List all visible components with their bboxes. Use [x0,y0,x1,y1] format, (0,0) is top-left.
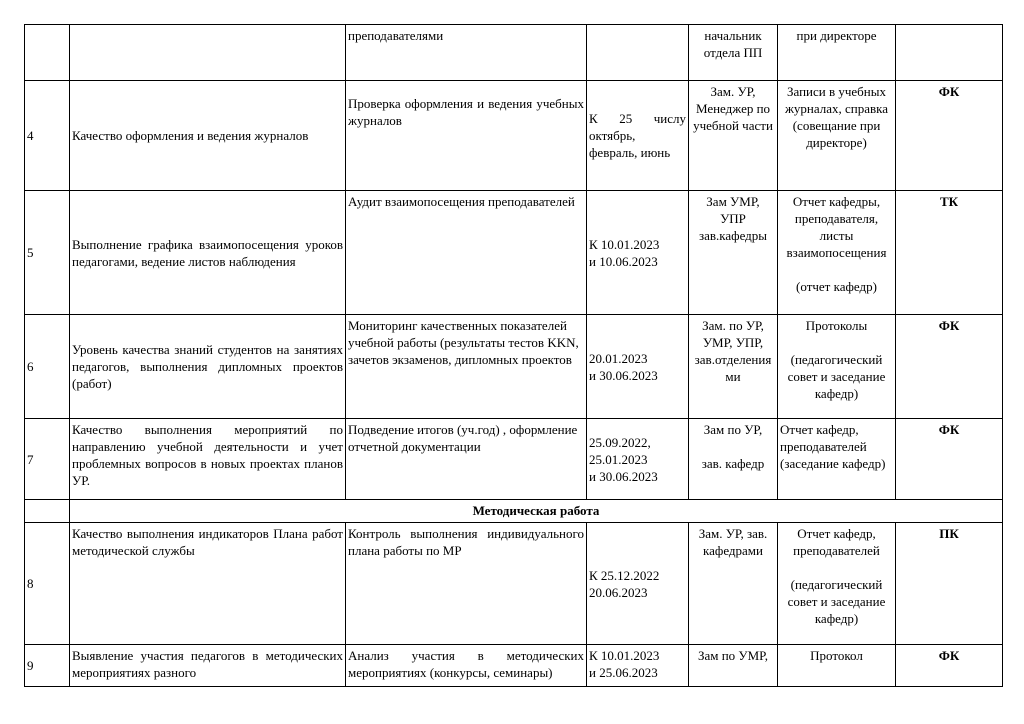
section-empty-cell [25,500,70,523]
responsible-person: Зам по УМР, [689,645,778,687]
row-number: 8 [25,523,70,645]
control-indicator [70,25,346,81]
responsible-person: начальник отдела ПП [689,25,778,81]
table-row [25,523,1003,645]
responsible-person: Зам по УР, зав. кафедр [689,419,778,500]
responsible-person: Зам. УР, зав. кафедрами [689,523,778,645]
row-number: 6 [25,315,70,419]
control-activity: преподавателями [346,25,587,81]
control-result: Отчет кафедры, преподавателя, листы взаимопосещения (отчет кафедр) [778,191,896,315]
control-dates [587,25,689,81]
section-header-row [25,500,1003,523]
control-type: ТК [896,191,1003,315]
control-type: ФК [896,419,1003,500]
control-indicator: Выявление участия педагогов в методических мероприятиях разного [70,645,346,687]
row-number: 5 [25,191,70,315]
table-row [25,315,1003,419]
control-indicator: Качество оформления и ведения журналов [70,81,346,191]
control-activity: Мониторинг качественных показателей учебной работы (результаты тестов KKN, зачетов экзаменов, дипломных проектов [346,315,587,419]
table-row [25,25,1003,81]
control-type: ФК [896,81,1003,191]
control-result: Отчет кафедр, преподавателей (заседание кафедр) [778,419,896,500]
control-indicator: Качество выполнения индикаторов Плана работ методической службы [70,523,346,645]
control-indicator: Выполнение графика взаимопосещения уроков педагогами, ведение листов наблюдения [70,191,346,315]
control-activity: Проверка оформления и ведения учебных журналов [346,81,587,191]
table-row [25,645,1003,687]
table-row [25,81,1003,191]
responsible-person: Зам. УР, Менеджер по учебной части [689,81,778,191]
section-title: Методическая работа [70,500,1003,523]
control-result: Протокол [778,645,896,687]
control-activity: Анализ участия в методических мероприятиях (конкурсы, семинары) [346,645,587,687]
control-type [896,25,1003,81]
control-activity: Контроль выполнения индивидуального плана работы по МР [346,523,587,645]
control-type: ФК [896,315,1003,419]
control-result: Записи в учебных журналах, справка (совещание при директоре) [778,81,896,191]
row-number: 7 [25,419,70,500]
control-dates: К 25 числу октябрь, февраль, июнь [587,81,689,191]
row-number: 4 [25,81,70,191]
responsible-person: Зам. по УР, УМР, УПР, зав.отделения ми [689,315,778,419]
control-dates: К 10.01.2023 и 10.06.2023 [587,191,689,315]
row-number [25,25,70,81]
responsible-person: Зам УМР, УПР зав.кафедры [689,191,778,315]
control-dates: К 10.01.2023 и 25.06.2023 [587,645,689,687]
control-activity: Аудит взаимопосещения преподавателей [346,191,587,315]
control-indicator: Уровень качества знаний студентов на занятиях педагогов, выполнения дипломных проектов (работ) [70,315,346,419]
table-row [25,191,1003,315]
control-plan-table [24,24,1003,687]
control-result: Протоколы (педагогический совет и заседание кафедр) [778,315,896,419]
control-dates: 25.09.2022, 25.01.2023 и 30.06.2023 [587,419,689,500]
row-number: 9 [25,645,70,687]
control-type: ПК [896,523,1003,645]
control-dates: К 25.12.2022 20.06.2023 [587,523,689,645]
control-activity: Подведение итогов (уч.год) , оформление отчетной документации [346,419,587,500]
table-row [25,419,1003,500]
control-indicator: Качество выполнения мероприятий по направлению учебной деятельности и учет проблемных вопросов в новых проектах планов УР. [70,419,346,500]
control-dates: 20.01.2023 и 30.06.2023 [587,315,689,419]
control-result: Отчет кафедр, преподавателей (педагогический совет и заседание кафедр) [778,523,896,645]
control-type: ФК [896,645,1003,687]
control-result: при директоре [778,25,896,81]
